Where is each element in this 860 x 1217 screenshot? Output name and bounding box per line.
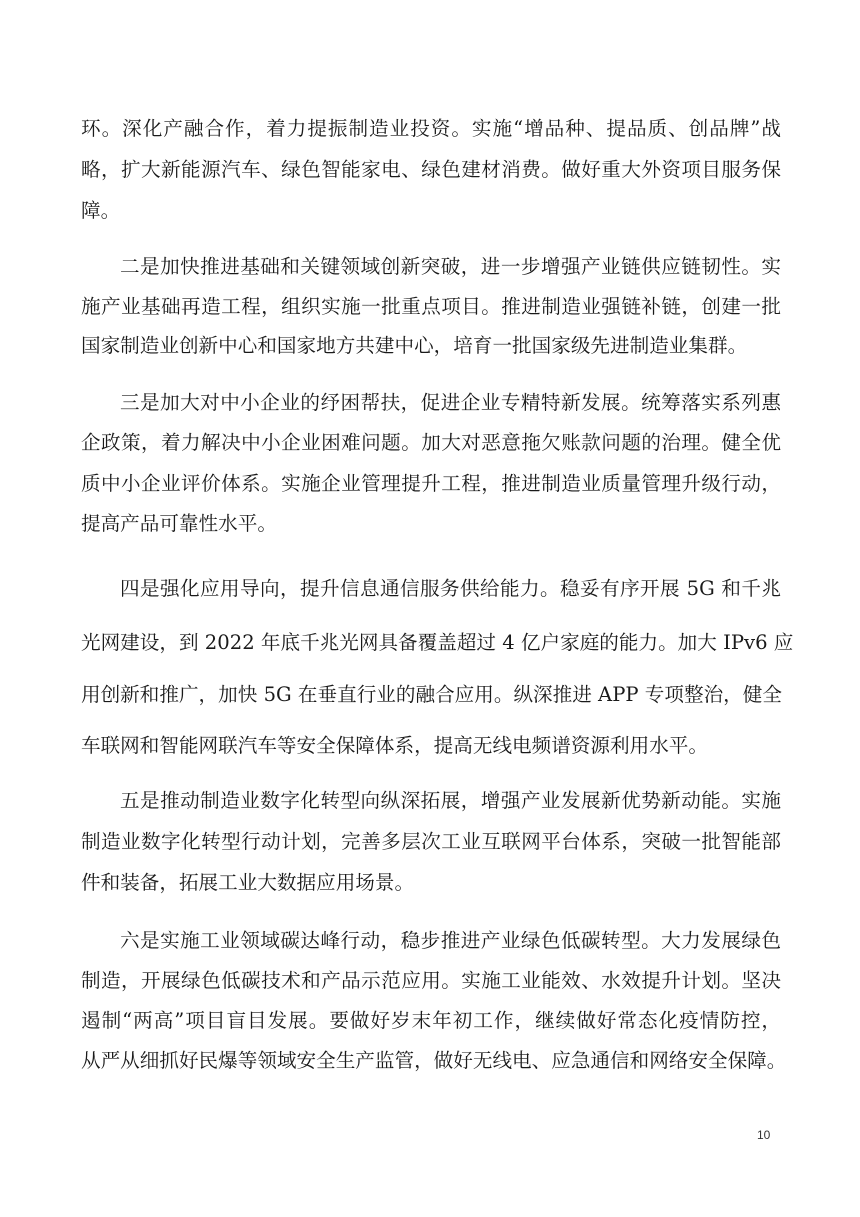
- paragraph-5-line-1: 五是推动制造业数字化转型向纵深拓展，增强产业发展新优势新动能。实施: [120, 789, 781, 812]
- paragraph-6-line-3: 遏制“两高”项目盲目发展。要做好岁末年初工作，继续做好常态化疫情防控，: [81, 1009, 781, 1032]
- paragraph-2-line-2: 施产业基础再造工程，组织实施一批重点项目。推进制造业强链补链，创建一批: [81, 295, 781, 318]
- paragraph-1-line-3: 障。: [81, 199, 121, 222]
- paragraph-3-line-1: 三是加大对中小企业的纾困帮扶，促进企业专精特新发展。统筹落实系列惠: [120, 391, 781, 414]
- paragraph-1-line-1: 环。深化产融合作，着力提振制造业投资。实施“增品种、提品质、创品牌”战: [81, 117, 781, 140]
- paragraph-3-line-3: 质中小企业评价体系。实施企业管理提升工程，推进制造业质量管理升级行动，: [81, 472, 781, 495]
- paragraph-3-line-2: 企政策，着力解决中小企业困难问题。加大对恶意拖欠账款问题的治理。健全优: [81, 431, 781, 454]
- paragraph-4-line-3: 用创新和推广，加快 5G 在垂直行业的融合应用。纵深推进 APP 专项整治，健全: [81, 683, 782, 706]
- paragraph-5-line-3: 件和装备，拓展工业大数据应用场景。: [81, 871, 415, 894]
- paragraph-4-line-2: 光网建设，到 2022 年底千兆光网具备覆盖超过 4 亿户家庭的能力。加大 IPv6 应: [81, 631, 794, 654]
- paragraph-6-line-1: 六是实施工业领域碳达峰行动，稳步推进产业绿色低碳转型。大力发展绿色: [120, 929, 781, 952]
- paragraph-5-line-2: 制造业数字化转型行动计划，完善多层次工业互联网平台体系，突破一批智能部: [81, 830, 781, 853]
- page-number: 10: [757, 1128, 771, 1142]
- paragraph-3-line-4: 提高产品可靠性水平。: [81, 512, 277, 535]
- paragraph-2-line-1: 二是加快推进基础和关键领域创新突破，进一步增强产业链供应链韧性。实: [120, 255, 781, 278]
- paragraph-6-line-2: 制造，开展绿色低碳技术和产品示范应用。实施工业能效、水效提升计划。坚决: [81, 969, 781, 992]
- paragraph-1-line-2: 略，扩大新能源汽车、绿色智能家电、绿色建材消费。做好重大外资项目服务保: [81, 158, 781, 181]
- paragraph-4-line-4: 车联网和智能网联汽车等安全保障体系，提高无线电频谱资源利用水平。: [81, 734, 708, 757]
- paragraph-2-line-3: 国家制造业创新中心和国家地方共建中心，培育一批国家级先进制造业集群。: [81, 334, 748, 357]
- paragraph-6-line-4: 从严从细抓好民爆等领域安全生产监管，做好无线电、应急通信和网络安全保障。: [81, 1049, 787, 1072]
- paragraph-4-line-1: 四是强化应用导向，提升信息通信服务供给能力。稳妥有序开展 5G 和千兆: [120, 577, 781, 600]
